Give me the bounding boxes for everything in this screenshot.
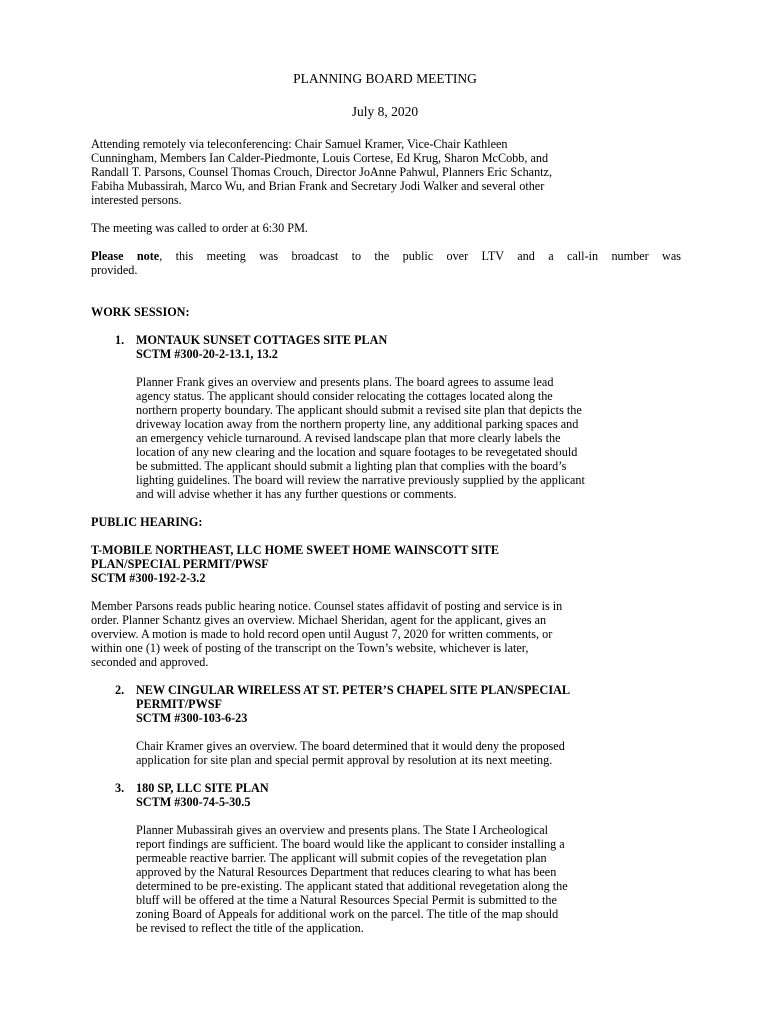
meeting-date: July 8, 2020 xyxy=(351,104,419,119)
document-title: PLANNING BOARD MEETING xyxy=(293,71,477,86)
item-body-line: bluff will be offered at the time a Natural Resources Special Permit is submitted to the xyxy=(136,893,557,907)
item-title: NEW CINGULAR WIRELESS AT ST. PETER’S CHAPEL SITE PLAN/SPECIAL xyxy=(136,683,571,697)
work-session-heading: WORK SESSION: xyxy=(91,305,190,319)
hearing-title: PLAN/SPECIAL PERMIT/PWSF xyxy=(91,557,269,571)
note-line xyxy=(91,249,681,263)
called-to-order: The meeting was called to order at 6:30 PM. xyxy=(91,221,308,235)
item-body-line: lighting guidelines. The board will review the narrative previously supplied by the applicant xyxy=(136,473,585,487)
item-title: PERMIT/PWSF xyxy=(136,697,222,711)
item-sctm: SCTM #300-103-6-23 xyxy=(136,711,248,725)
item-body-line: Chair Kramer gives an overview. The board determined that it would deny the proposed xyxy=(136,739,565,753)
hearing-sctm: SCTM #300-192-2-3.2 xyxy=(91,571,206,585)
hearing-title: T-MOBILE NORTHEAST, LLC HOME SWEET HOME WAINSCOTT SITE xyxy=(91,543,499,557)
note-text: , this meeting was broadcast to the public over LTV and a call-in number was xyxy=(159,249,681,263)
item-body-line: northern property boundary. The applicant should submit a revised site plan that depicts the xyxy=(136,403,582,417)
item-sctm: SCTM #300-74-5-30.5 xyxy=(136,795,251,809)
item-body-line: be revised to reflect the title of the application. xyxy=(136,921,364,935)
item-body-line: agency status. The applicant should consider relocating the cottages located along the xyxy=(136,389,553,403)
item-title: MONTAUK SUNSET COTTAGES SITE PLAN xyxy=(136,333,388,347)
hearing-body-line: order. Planner Schantz gives an overview. Michael Sheridan, agent for the applicant, gives an xyxy=(91,613,547,627)
item-body-line: zoning Board of Appeals for additional work on the parcel. The title of the map should xyxy=(136,907,559,921)
hearing-body-line: overview. A motion is made to hold record open until August 7, 2020 for written comments, or xyxy=(91,627,553,641)
item-body-line: determined to be pre-existing. The applicant stated that additional revegetation along the xyxy=(136,879,568,893)
item-body-line: location of any new clearing and the location and square footages to be revegetated should xyxy=(136,445,578,459)
item-number: 3. xyxy=(115,781,125,795)
hearing-body-line: within one (1) week of posting of the transcript on the Town’s website, whichever is later, xyxy=(91,641,529,655)
item-body-line: and will advise whether it has any further questions or comments. xyxy=(136,487,457,501)
attending-line: Fabiha Mubassirah, Marco Wu, and Brian Frank and Secretary Jodi Walker and several other xyxy=(91,179,545,193)
item-body-line: an emergency vehicle turnaround. A revised landscape plan that more clearly labels the xyxy=(136,431,561,445)
hearing-body-line: seconded and approved. xyxy=(91,655,209,669)
item-body-line: Planner Frank gives an overview and presents plans. The board agrees to assume lead xyxy=(136,375,554,389)
attending-line: Cunningham, Members Ian Calder-Piedmonte, Louis Cortese, Ed Krug, Sharon McCobb, and xyxy=(91,151,549,165)
item-sctm: SCTM #300-20-2-13.1, 13.2 xyxy=(136,347,278,361)
note-label: Please note xyxy=(91,249,160,263)
attending-line: Attending remotely via teleconferencing: Chair Samuel Kramer, Vice-Chair Kathleen xyxy=(91,137,508,151)
item-body-line: driveway location away from the northern property line, any additional parking spaces and xyxy=(136,417,579,431)
item-body-line: permeable reactive barrier. The applicant will submit copies of the revegetation plan xyxy=(136,851,547,865)
item-number: 1. xyxy=(115,333,125,347)
item-body-line: Planner Mubassirah gives an overview and presents plans. The State I Archeological xyxy=(136,823,549,837)
item-body-line: report findings are sufficient. The board would like the applicant to consider installing a xyxy=(136,837,565,851)
item-title: 180 SP, LLC SITE PLAN xyxy=(136,781,269,795)
item-body-line: be submitted. The applicant should submit a lighting plan that complies with the board’s xyxy=(136,459,567,473)
attending-line: interested persons. xyxy=(91,193,182,207)
attending-line: Randall T. Parsons, Counsel Thomas Crouch, Director JoAnne Pahwul, Planners Eric Schantz, xyxy=(91,165,553,179)
item-body-line: application for site plan and special permit approval by resolution at its next meeting. xyxy=(136,753,553,767)
item-body-line: approved by the Natural Resources Department that reduces clearing to what has been xyxy=(136,865,557,879)
note-line: provided. xyxy=(91,263,138,277)
item-number: 2. xyxy=(115,683,125,697)
hearing-body-line: Member Parsons reads public hearing notice. Counsel states affidavit of posting and service is in xyxy=(91,599,563,613)
public-hearing-heading: PUBLIC HEARING: xyxy=(91,515,203,529)
